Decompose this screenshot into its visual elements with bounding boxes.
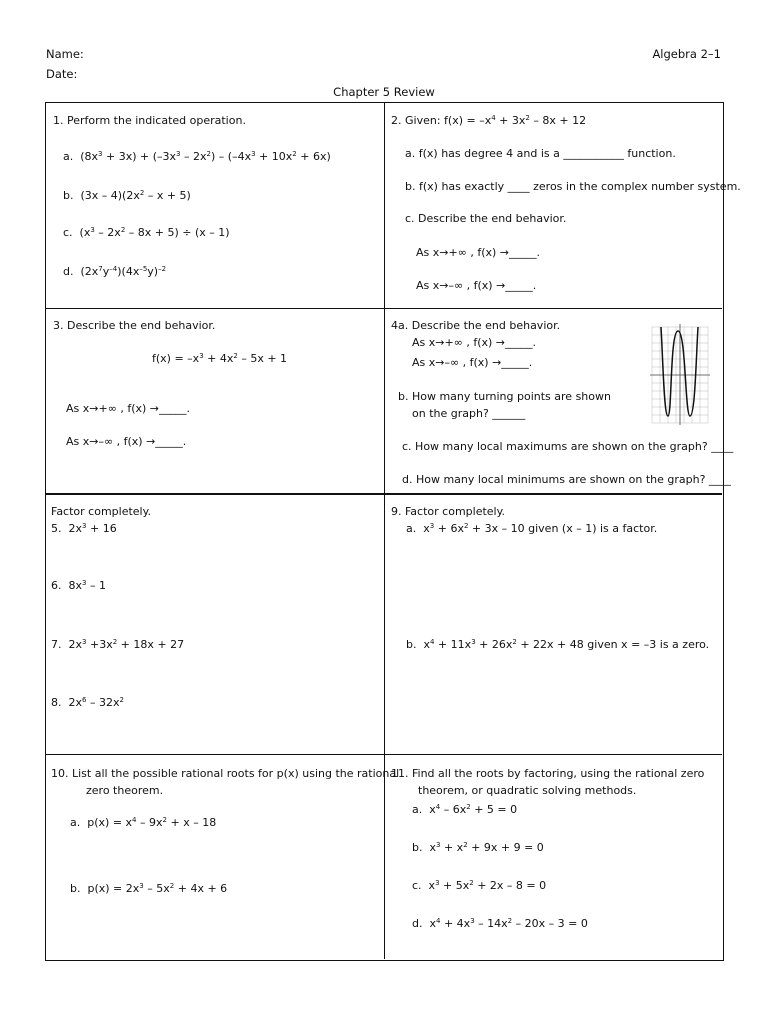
q9-b-suffix: given x = –3 is a zero. [583,638,710,651]
name-label: Name: [46,47,84,61]
problem-5-number: 5. [51,522,62,535]
question-1-cell [46,103,385,309]
q3-as-neg: As x→–∞ , f(x) →_____. [66,435,187,448]
q1-part-c: c. $(x^3 - 2x^2 - 8x + 5) \div (x - 1)$ [63,226,230,239]
q2-prompt-prefix: 2. Given: f(x) = –x [391,114,492,127]
factor-heading: Factor completely. [51,505,152,518]
q4-part-b-line2: on the graph? ______ [412,407,526,420]
problem-8: 8. $2x^6 - 32x^2$ [51,696,124,709]
q11-line2: theorem, or quadratic solving methods. [418,784,637,797]
q3-function: $f(x) = -x^3 + 4x^2 - 5x + 1$ [152,352,288,365]
q2-part-b: b. f(x) has exactly ____ zeros in the complex number system. [405,180,741,193]
q2-as-pos: As x→+∞ , f(x) →_____. [416,246,541,259]
q9-part-b: b. $x^4 + 11x^3 + 26x^2 + 22x + 48$ given x = –3 is a zero. [406,638,710,651]
q11-part-c: c. $x^3 + 5x^2 + 2x - 8 = 0$ [412,879,547,892]
q9-a-suffix: given (x – 1) is a factor. [524,522,658,535]
q4-as-pos: As x→+∞ , f(x) →_____. [412,336,537,349]
q2-prompt: 2. Given: $f(x) = -x^4 + 3x^2 - 8x + 12$ [391,114,587,127]
problem-7-number: 7. [51,638,62,651]
q4-part-d: d. How many local minimums are shown on the graph? ____ [402,473,731,486]
polynomial-graph [648,321,712,427]
q4-prompt: 4a. Describe the end behavior. [391,319,561,332]
q1-part-d: d. $(2x^7y^{-4})(4x^{-5}y)^{-2}$ [63,265,167,278]
q9-b-label: b. [406,638,417,651]
q11-c-label: c. [412,879,422,892]
q1-part-b: b. $(3x - 4)(2x^2 - x + 5)$ [63,189,191,202]
q2-part-c: c. Describe the end behavior. [405,212,567,225]
q4-as-neg: As x→–∞ , f(x) →_____. [412,356,533,369]
q11-d-label: d. [412,917,423,930]
q3-prompt: 3. Describe the end behavior. [53,319,216,332]
q9-a-label: a. [406,522,417,535]
question-11-cell [385,755,722,959]
factor-cell [46,495,385,755]
q10-line2: zero theorem. [86,784,164,797]
q11-a-label: a. [412,803,423,816]
q11-part-a: a. $x^4 - 6x^2 + 5 = 0$ [412,803,518,816]
q3-as-pos: As x→+∞ , f(x) →_____. [66,402,191,415]
q2-part-a: a. f(x) has degree 4 and is a ___________ function. [405,147,676,160]
q10-a-label: a. [70,816,81,829]
course-label: Algebra 2–1 [652,47,721,61]
q1-a-label: a. [63,150,74,163]
q1-prompt: 1. Perform the indicated operation. [53,114,246,127]
problem-5: 5. $2x^3 + 16$ [51,522,117,535]
q11-b-label: b. [412,841,423,854]
question-4-cell [385,309,734,495]
question-2-cell [385,103,741,309]
q11-line1: 11. Find all the roots by factoring, using the rational zero [391,767,705,780]
problem-6-number: 6. [51,579,62,592]
page-title: Chapter 5 Review [333,85,435,99]
q9-part-a: a. $x^3 + 6x^2 + 3x - 10$ given (x – 1) is a factor. [406,522,658,535]
date-label: Date: [46,67,78,81]
problem-6: 6. $8x^3 - 1$ [51,579,106,592]
question-10-cell [46,755,400,959]
q1-part-a: a. $(8x^3 + 3x) + (-3x^3 - 2x^2) - (-4x^3 + 10x^2 + 6x)$ [63,150,331,163]
q10-part-a: a. $p(x) = x^4 - 9x^2 + x - 18$ [70,816,217,829]
q1-c-label: c. [63,226,73,239]
problem-8-number: 8. [51,696,62,709]
q1-b-label: b. [63,189,74,202]
q11-part-d: d. $x^4 + 4x^3 - 14x^2 - 20x - 3 = 0$ [412,917,588,930]
q9-prompt: 9. Factor completely. [391,505,506,518]
q4-part-b-line1: b. How many turning points are shown [398,390,611,403]
question-3-cell [46,309,385,495]
q2-as-neg: As x→–∞ , f(x) →_____. [416,279,537,292]
q10-part-b: b. $p(x) = 2x^3 - 5x^2 + 4x + 6$ [70,882,228,895]
problem-7: 7. $2x^3 +3x^2 + 18x + 27$ [51,638,185,651]
q1-d-label: d. [63,265,74,278]
q4-part-c: c. How many local maximums are shown on the graph? ____ [402,440,734,453]
question-9-cell [385,495,722,755]
q11-part-b: b. $x^3 + x^2 + 9x + 9 = 0$ [412,841,544,854]
q10-line1: 10. List all the possible rational roots for p(x) using the rational [51,767,400,780]
q10-b-label: b. [70,882,81,895]
review-grid [45,102,741,961]
